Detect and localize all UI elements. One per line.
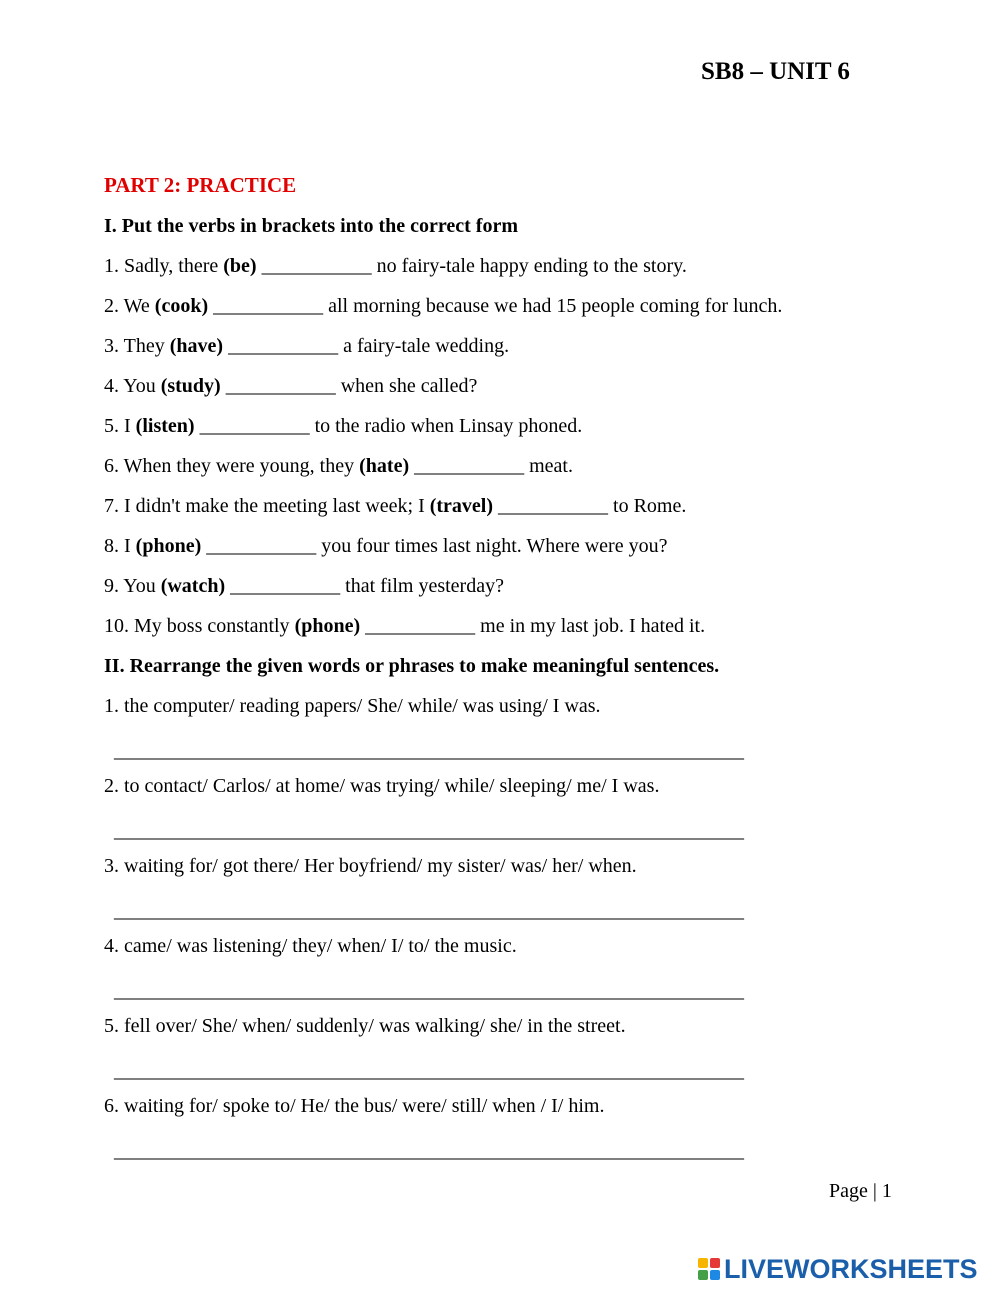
answer-blank[interactable]: ___________ bbox=[206, 535, 317, 557]
exercise-1-item: 1. Sadly, there (be) ___________ no fairy-tale happy ending to the story. bbox=[104, 255, 687, 277]
logo-text: LIVEWORKSHEETS bbox=[724, 1253, 978, 1284]
logo-blocks-icon bbox=[698, 1258, 720, 1280]
document-title: SB8 – UNIT 6 bbox=[701, 58, 850, 85]
exercise-1-item: 9. You (watch) ___________ that film yesterday? bbox=[104, 575, 504, 597]
answer-blank[interactable]: ___________ bbox=[225, 375, 336, 397]
answer-blank[interactable]: ___________ bbox=[414, 455, 525, 477]
answer-blank[interactable]: ___________ bbox=[261, 255, 372, 277]
answer-line[interactable]: _______________________________________________________________ bbox=[114, 980, 744, 1002]
exercise-1-item: 5. I (listen) ___________ to the radio when Linsay phoned. bbox=[104, 415, 583, 437]
exercise-1-item: 8. I (phone) ___________ you four times last night. Where were you? bbox=[104, 535, 668, 557]
logo-block bbox=[698, 1258, 708, 1268]
page-number: Page | 1 bbox=[829, 1180, 892, 1202]
section-2-title: II. Rearrange the given words or phrases to make meaningful sentences. bbox=[104, 655, 720, 677]
answer-blank[interactable]: ___________ bbox=[365, 615, 476, 637]
logo-block bbox=[710, 1270, 720, 1280]
answer-line[interactable]: _______________________________________________________________ bbox=[114, 1140, 744, 1162]
exercise-2-prompt: 5. fell over/ She/ when/ suddenly/ was walking/ she/ in the street. bbox=[104, 1015, 626, 1037]
exercise-1-item: 7. I didn't make the meeting last week; I (travel) ___________ to Rome. bbox=[104, 495, 687, 517]
answer-blank[interactable]: ___________ bbox=[199, 415, 310, 437]
liveworksheets-logo bbox=[698, 1254, 978, 1284]
answer-line[interactable]: _______________________________________________________________ bbox=[114, 740, 744, 762]
answer-line[interactable]: _______________________________________________________________ bbox=[114, 900, 744, 922]
exercise-2-prompt: 2. to contact/ Carlos/ at home/ was trying/ while/ sleeping/ me/ I was. bbox=[104, 775, 660, 797]
part-title: PART 2: PRACTICE bbox=[104, 173, 297, 197]
exercise-1-item: 10. My boss constantly (phone) ___________ me in my last job. I hated it. bbox=[104, 615, 706, 637]
exercise-1-item: 4. You (study) ___________ when she called? bbox=[104, 375, 478, 397]
answer-line[interactable]: _______________________________________________________________ bbox=[114, 820, 744, 842]
exercise-1-item: 2. We (cook) ___________ all morning because we had 15 people coming for lunch. bbox=[104, 295, 783, 317]
answer-line[interactable]: _______________________________________________________________ bbox=[114, 1060, 744, 1082]
exercise-2-prompt: 1. the computer/ reading papers/ She/ while/ was using/ I was. bbox=[104, 695, 601, 717]
answer-blank[interactable]: ___________ bbox=[230, 575, 341, 597]
section-1-title: I. Put the verbs in brackets into the correct form bbox=[104, 215, 518, 237]
answer-blank[interactable]: ___________ bbox=[228, 335, 339, 357]
answer-blank[interactable]: ___________ bbox=[498, 495, 609, 517]
logo-block bbox=[710, 1258, 720, 1268]
exercise-2-prompt: 4. came/ was listening/ they/ when/ I/ to/ the music. bbox=[104, 935, 517, 957]
exercise-2-prompt: 3. waiting for/ got there/ Her boyfriend/ my sister/ was/ her/ when. bbox=[104, 855, 637, 877]
answer-blank[interactable]: ___________ bbox=[213, 295, 324, 317]
exercise-2-prompt: 6. waiting for/ spoke to/ He/ the bus/ were/ still/ when / I/ him. bbox=[104, 1095, 605, 1117]
exercise-1-item: 6. When they were young, they (hate) ___________ meat. bbox=[104, 455, 573, 477]
exercise-1-item: 3. They (have) ___________ a fairy-tale wedding. bbox=[104, 335, 510, 357]
logo-block bbox=[698, 1270, 708, 1280]
